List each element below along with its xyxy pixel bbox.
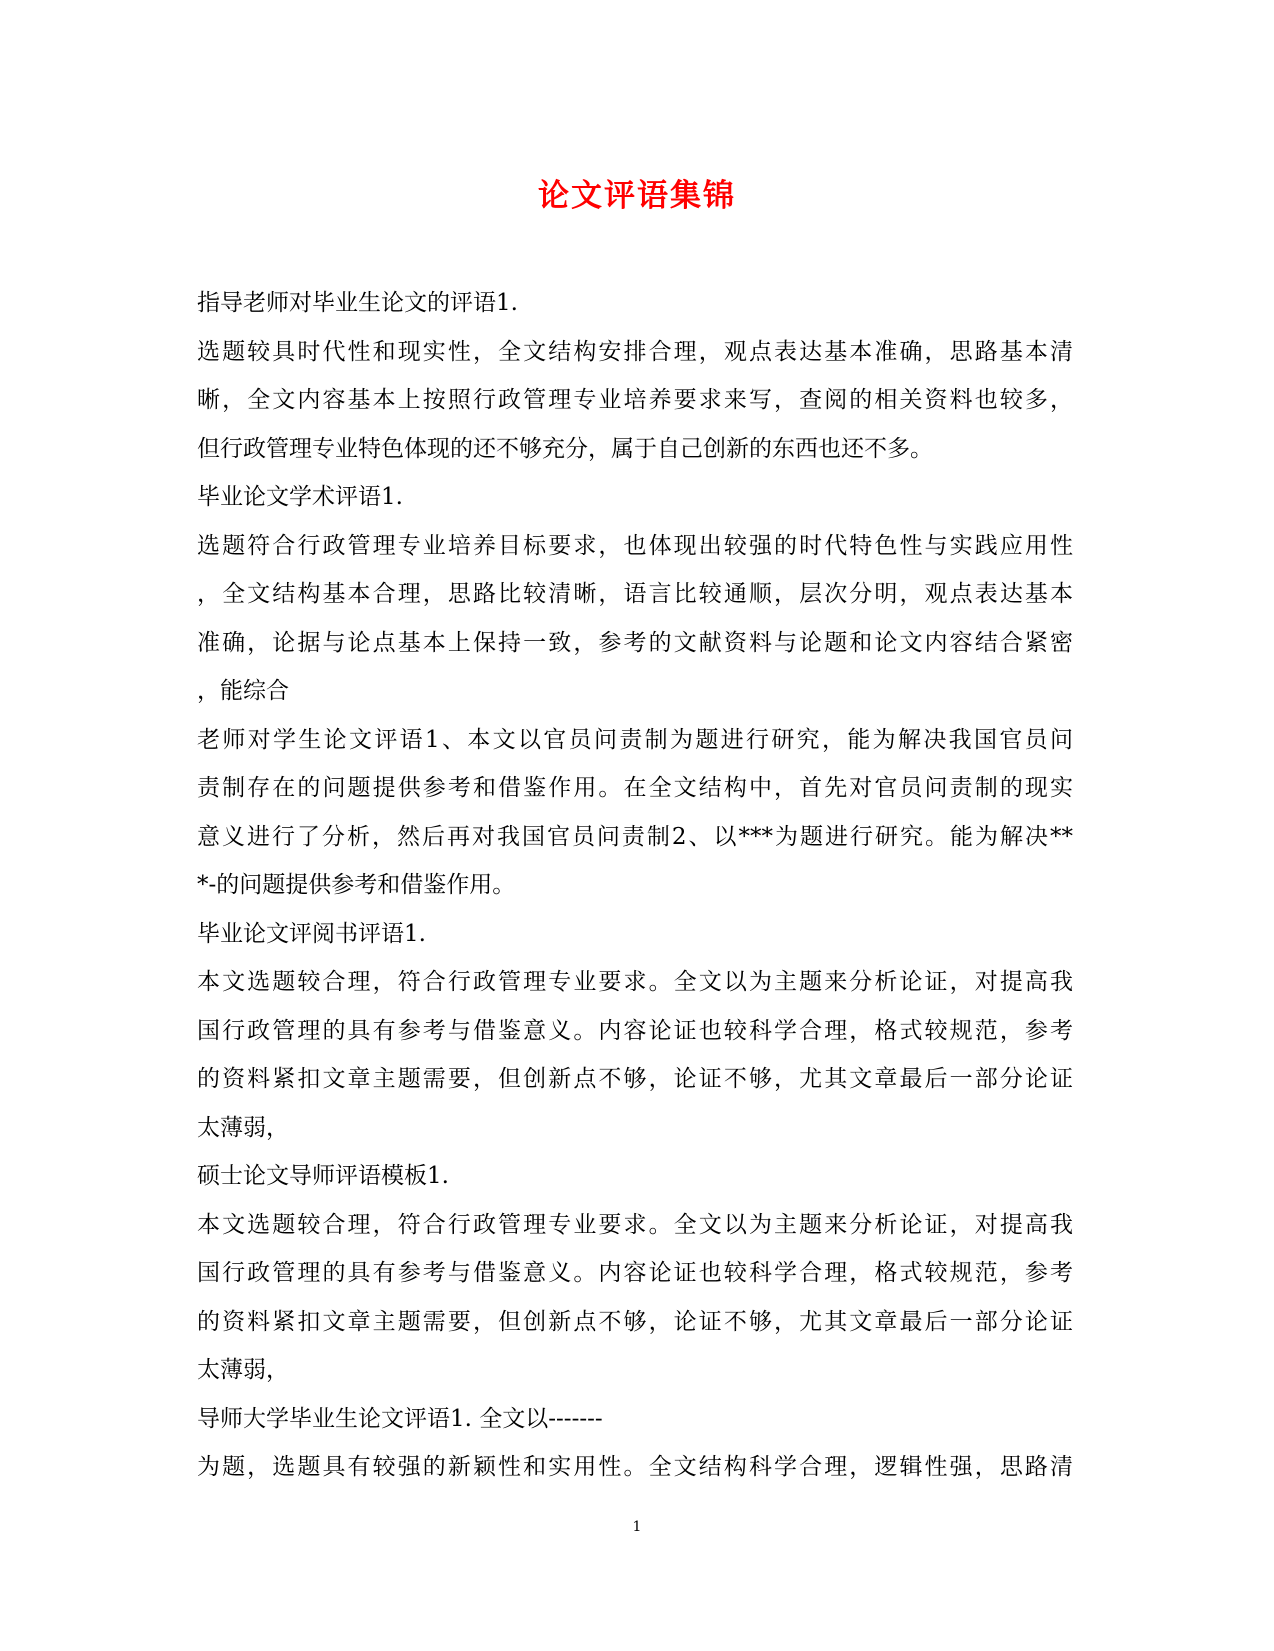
text-line: 国行政管理的具有参考与借鉴意义。内容论证也较科学合理，格式较规范，参考 <box>197 1260 1073 1286</box>
text-line: 老师对学生论文评语1、本文以官员问责制为题进行研究，能为解决我国官员问 <box>197 726 1073 753</box>
text-line: 责制存在的问题提供参考和借鉴作用。在全文结构中，首先对官员问责制的现实 <box>197 775 1073 801</box>
text-line: *-的问题提供参考和借鉴作用。 <box>197 872 516 898</box>
text-line: 但行政管理专业特色体现的还不够充分，属于自己创新的东西也还不多。 <box>197 435 933 462</box>
text-line: 毕业论文学术评语1. <box>197 484 403 510</box>
text-line: 硕士论文导师评语模板1. <box>197 1163 449 1189</box>
text-line: 的资料紧扣文章主题需要，但创新点不够，论证不够，尤其文章最后一部分论证 <box>197 1308 1073 1335</box>
text-line: 导师大学毕业生论文评语1. 全文以------- <box>197 1405 603 1432</box>
text-line: 毕业论文评阅书评语1. <box>197 920 426 947</box>
text-line: 的资料紧扣文章主题需要，但创新点不够，论证不够，尤其文章最后一部分论证 <box>197 1066 1073 1092</box>
text-line: 本文选题较合理，符合行政管理专业要求。全文以为主题来分析论证，对提高我 <box>197 1211 1073 1238</box>
text-line: ，全文结构基本合理，思路比较清晰，语言比较通顺，层次分明，观点表达基本 <box>197 581 1073 607</box>
text-line: 准确，论据与论点基本上保持一致，参考的文献资料与论题和论文内容结合紧密 <box>197 629 1073 656</box>
text-line: 指导老师对毕业生论文的评语1. <box>197 290 518 316</box>
text-line: 晰，全文内容基本上按照行政管理专业培养要求来写，查阅的相关资料也较多， <box>197 387 1073 413</box>
text-line: 意义进行了分析，然后再对我国官员问责制2、以***为题进行研究。能为解决** <box>197 823 1073 850</box>
text-line: 国行政管理的具有参考与借鉴意义。内容论证也较科学合理，格式较规范，参考 <box>197 1017 1073 1044</box>
text-line: 选题符合行政管理专业培养目标要求，也体现出较强的时代特色性与实践应用性 <box>197 532 1073 559</box>
page-number: 1 <box>632 1519 642 1535</box>
text-line: ，能综合 <box>197 678 289 704</box>
document-title: 论文评语集锦 <box>538 178 736 214</box>
text-line: 本文选题较合理，符合行政管理专业要求。全文以为主题来分析论证，对提高我 <box>197 969 1073 995</box>
text-line: 太薄弱， <box>197 1357 289 1383</box>
text-line: 选题较具时代性和现实性，全文结构安排合理，观点表达基本准确，思路基本清 <box>197 338 1073 365</box>
text-line: 为题，选题具有较强的新颖性和实用性。全文结构科学合理，逻辑性强，思路清 <box>197 1454 1073 1480</box>
text-line: 太薄弱， <box>197 1114 289 1141</box>
document-body <box>197 279 1073 1492</box>
